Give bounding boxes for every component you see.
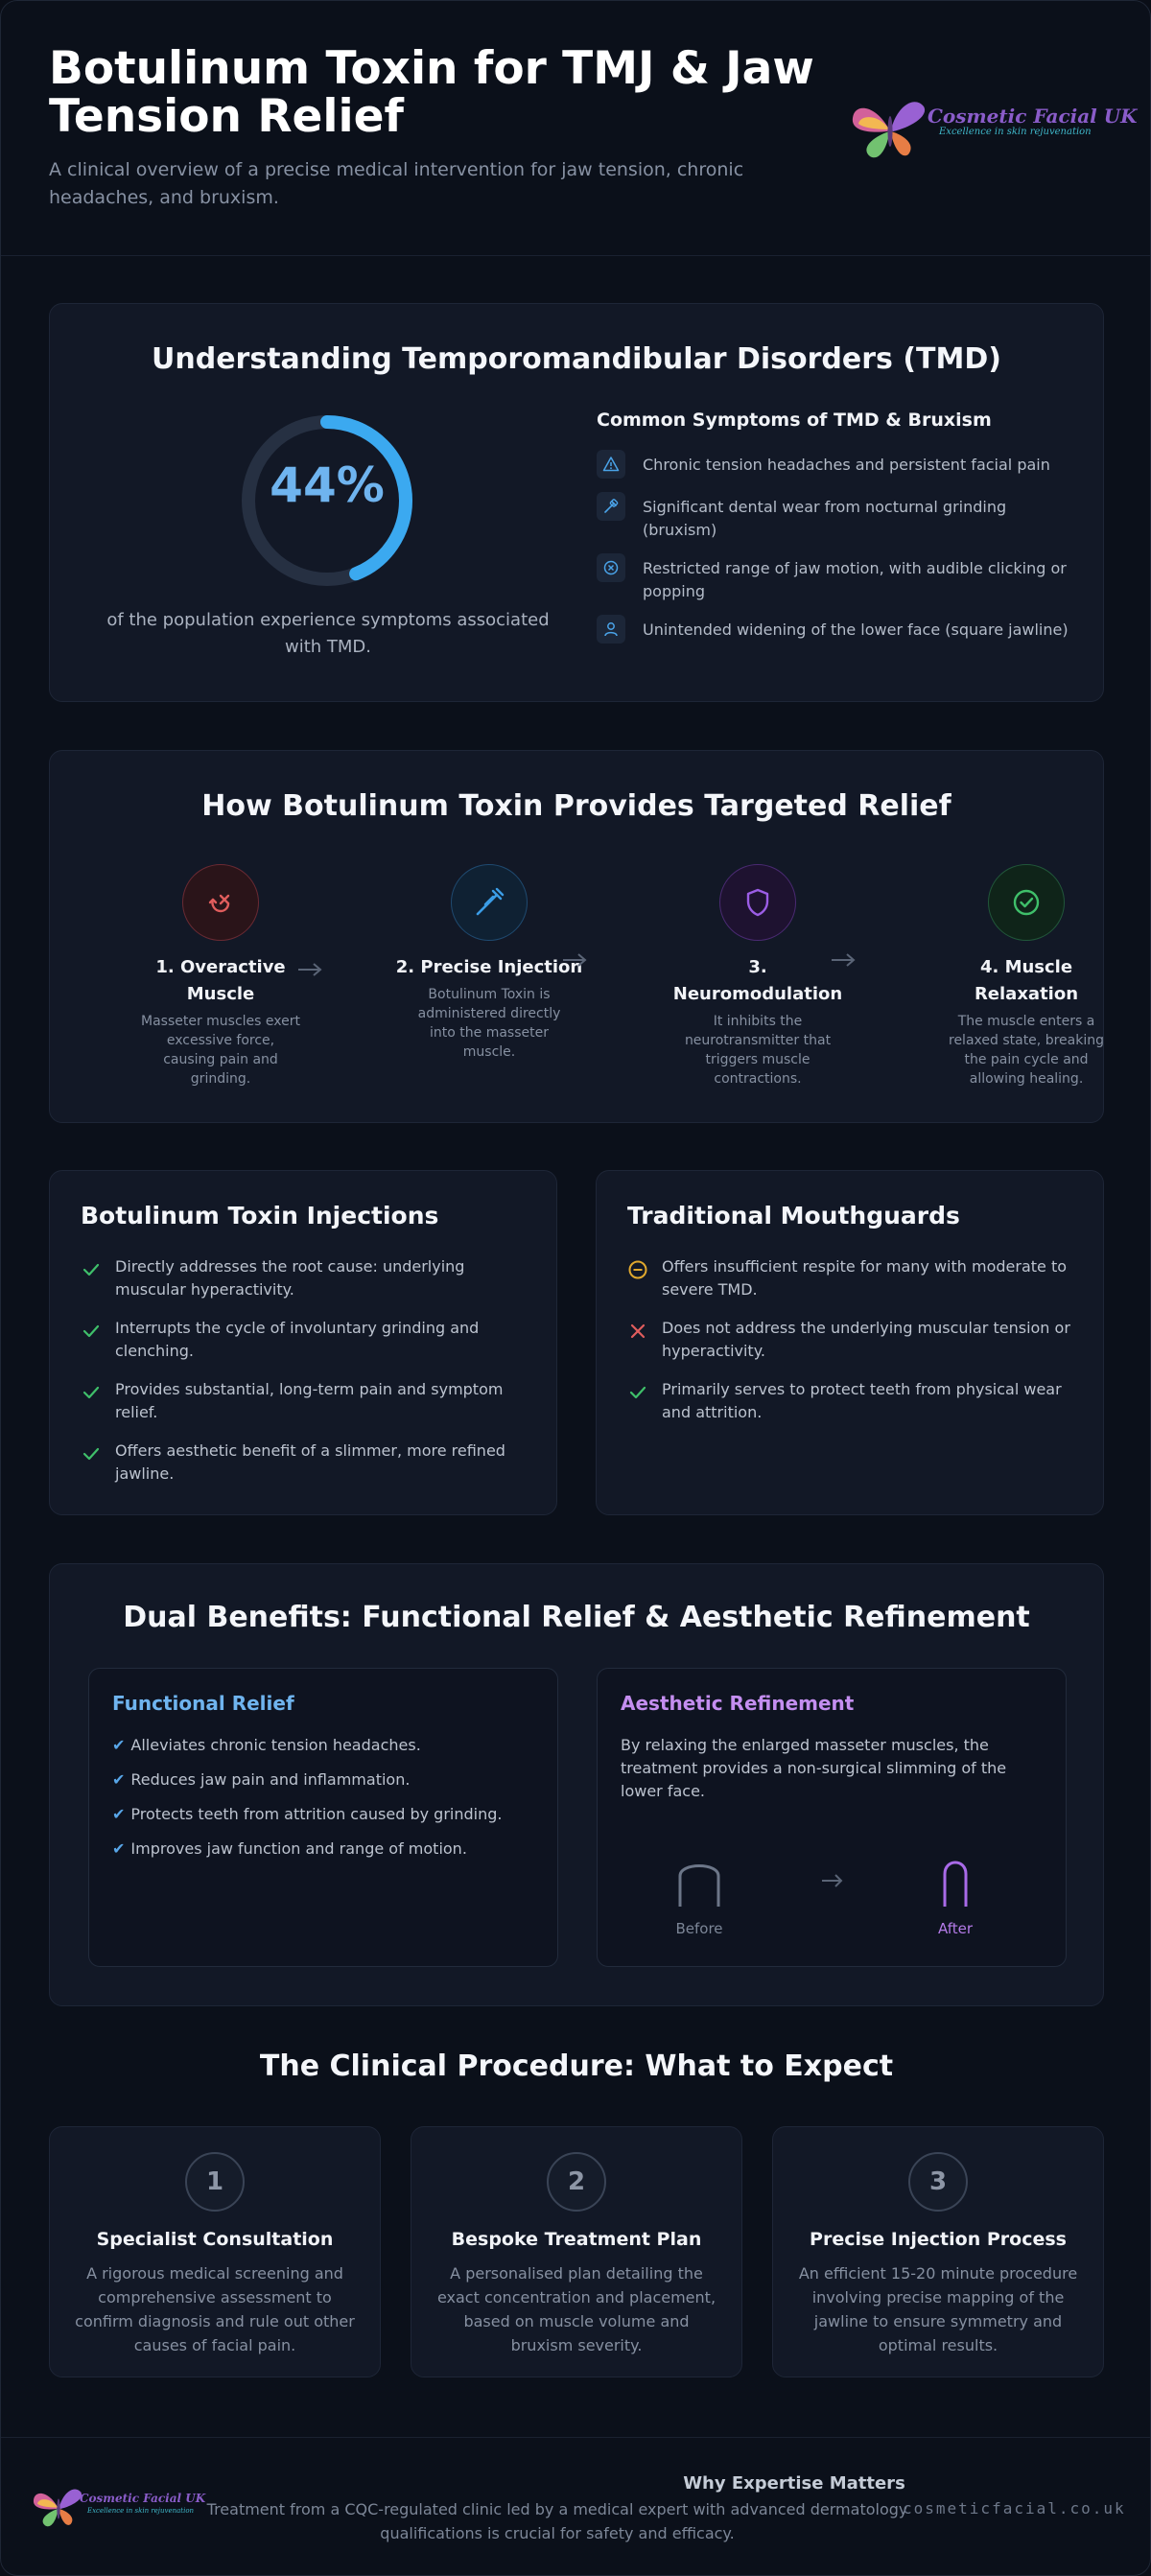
tooth-wear-icon bbox=[597, 492, 625, 521]
functional-text: Reduces jaw pain and inflammation. bbox=[130, 1770, 411, 1789]
check-icon bbox=[627, 1382, 648, 1403]
check-icon bbox=[81, 1443, 102, 1464]
mouthguard-card bbox=[596, 1170, 1104, 1515]
procedure-title: The Clinical Procedure: What to Expect bbox=[259, 2049, 894, 2083]
symptom-text: Restricted range of jaw motion, with audible clicking or popping bbox=[643, 559, 1067, 600]
butterfly-logo-icon bbox=[847, 85, 933, 172]
drawback-text: Offers insufficient respite for many with moderate to severe TMD. bbox=[662, 1257, 1068, 1299]
process-step bbox=[125, 864, 317, 1089]
step-number: 1 bbox=[185, 2152, 245, 2212]
step-title: 3. Neuromodulation bbox=[672, 957, 843, 1004]
check-icon: ✔ bbox=[112, 1736, 126, 1754]
drawback-text: Does not address the underlying muscular tension or hyperactivity. bbox=[662, 1319, 1070, 1360]
step-number: 2 bbox=[547, 2152, 606, 2212]
aesthetic-refinement-card bbox=[597, 1668, 1067, 1967]
check-circle-icon bbox=[1010, 886, 1043, 919]
functional-item bbox=[112, 1736, 421, 1754]
header bbox=[1, 1, 1151, 256]
footer-desc: Treatment from a CQC-regulated clinic led by a medical expert with advanced dermatology qualifications is crucial for safety and efficacy. bbox=[206, 2500, 908, 2542]
step-desc: A rigorous medical screening and comprehensive assessment to confirm diagnosis and rule out other causes of facial pain. bbox=[75, 2264, 355, 2354]
step-icon-circle bbox=[182, 864, 259, 941]
arrow-right-icon bbox=[560, 950, 589, 970]
brand-logo[interactable] bbox=[847, 85, 1138, 172]
symptoms-title: Common Symptoms of TMD & Bruxism bbox=[597, 410, 992, 431]
process-title: How Botulinum Toxin Provides Targeted Relief bbox=[201, 789, 951, 823]
check-icon bbox=[81, 1382, 102, 1403]
benefit-text: Provides substantial, long-term pain and symptom relief. bbox=[115, 1380, 504, 1421]
functional-item bbox=[112, 1839, 467, 1858]
arrow-right-icon bbox=[820, 1872, 845, 1889]
footer-title: Why Expertise Matters bbox=[683, 2473, 905, 2494]
shield-icon bbox=[741, 886, 774, 919]
check-icon: ✔ bbox=[112, 1805, 126, 1823]
step-desc: It inhibits the neurotransmitter that triggers muscle contractions. bbox=[684, 1014, 832, 1087]
check-icon bbox=[81, 1259, 102, 1280]
check-icon: ✔ bbox=[112, 1839, 126, 1858]
dual-benefits-card bbox=[49, 1563, 1104, 2006]
symptom-text: Unintended widening of the lower face (square jawline) bbox=[643, 621, 1069, 639]
arrow-right-icon bbox=[829, 950, 857, 970]
step-title: Specialist Consultation bbox=[96, 2229, 334, 2250]
functional-title: Functional Relief bbox=[112, 1692, 294, 1715]
step-icon-circle bbox=[719, 864, 796, 941]
functional-relief-card bbox=[88, 1668, 558, 1967]
warning-icon bbox=[597, 450, 625, 479]
procedure-step bbox=[411, 2126, 742, 2377]
process-step bbox=[393, 864, 585, 1062]
step-icon-circle bbox=[451, 864, 528, 941]
procedure-step bbox=[772, 2126, 1104, 2377]
step-title: Bespoke Treatment Plan bbox=[451, 2229, 702, 2250]
botox-title: Botulinum Toxin Injections bbox=[81, 1202, 439, 1229]
aesthetic-desc: By relaxing the enlarged masseter muscles, the treatment provides a non-surgical slimming of the lower face. bbox=[621, 1736, 1007, 1800]
benefit-text: Interrupts the cycle of involuntary grinding and clenching. bbox=[115, 1319, 480, 1360]
step-title: 2. Precise Injection bbox=[395, 957, 583, 977]
after-jaw-icon bbox=[943, 1855, 968, 1909]
step-desc: A personalised plan detailing the exact concentration and placement, based on muscle volume and bruxism severity. bbox=[436, 2264, 716, 2354]
process-step bbox=[662, 864, 854, 1089]
footer bbox=[1, 2437, 1151, 2576]
step-desc: An efficient 15-20 minute procedure involving precise mapping of the jawline to ensure symmetry and optimal results. bbox=[798, 2264, 1078, 2354]
functional-text: Protects teeth from attrition caused by grinding. bbox=[130, 1805, 503, 1823]
procedure-step bbox=[49, 2126, 381, 2377]
step-desc: The muscle enters a relaxed state, breaking the pain cycle and allowing healing. bbox=[949, 1014, 1104, 1087]
symptom-text: Significant dental wear from nocturnal grinding (bruxism) bbox=[643, 498, 1007, 539]
check-icon: ✔ bbox=[112, 1770, 126, 1789]
face-profile-icon bbox=[597, 615, 625, 644]
before-jaw-icon bbox=[678, 1855, 720, 1909]
mouthguard-title: Traditional Mouthguards bbox=[627, 1202, 960, 1229]
overactive-muscle-icon bbox=[204, 886, 237, 919]
stat-value: 44% bbox=[270, 457, 385, 513]
aesthetic-title: Aesthetic Refinement bbox=[621, 1692, 855, 1715]
symptom-text: Chronic tension headaches and persistent facial pain bbox=[643, 456, 1050, 474]
restricted-motion-icon bbox=[597, 553, 625, 582]
step-title: 4. Muscle Relaxation bbox=[974, 957, 1079, 1004]
process-step bbox=[930, 864, 1122, 1089]
benefit-text: Offers aesthetic benefit of a slimmer, more refined jawline. bbox=[115, 1441, 505, 1483]
drawback-text: Primarily serves to protect teeth from physical wear and attrition. bbox=[662, 1380, 1062, 1421]
logo-name: Cosmetic Facial UK bbox=[928, 105, 1138, 128]
step-title: Precise Injection Process bbox=[810, 2229, 1067, 2250]
botox-card bbox=[49, 1170, 557, 1515]
before-label: Before bbox=[675, 1920, 723, 1937]
check-icon bbox=[81, 1321, 102, 1342]
step-desc: Botulinum Toxin is administered directly into the masseter muscle. bbox=[417, 987, 561, 1060]
page-title: Botulinum Toxin for TMJ & Jaw Tension Relief bbox=[49, 42, 814, 143]
step-title: 1. Overactive Muscle bbox=[155, 957, 286, 1004]
functional-text: Alleviates chronic tension headaches. bbox=[130, 1736, 421, 1754]
step-icon-circle bbox=[988, 864, 1065, 941]
neutral-icon bbox=[627, 1259, 648, 1280]
logo-name: Cosmetic Facial UK bbox=[80, 2492, 206, 2505]
benefit-text: Directly addresses the root cause: underlying muscular hyperactivity. bbox=[115, 1257, 465, 1299]
tmd-title: Understanding Temporomandibular Disorders (TMD) bbox=[152, 342, 1001, 376]
tmd-card bbox=[49, 303, 1104, 702]
functional-item bbox=[112, 1770, 410, 1789]
functional-item bbox=[112, 1805, 502, 1823]
after-label: After bbox=[937, 1920, 974, 1937]
logo-tagline: Excellence in skin rejuvenation bbox=[939, 127, 1092, 137]
arrow-right-icon bbox=[295, 960, 324, 979]
dual-title: Dual Benefits: Functional Relief & Aesthetic Refinement bbox=[123, 1601, 1030, 1634]
syringe-icon bbox=[472, 885, 506, 920]
cross-icon bbox=[627, 1321, 648, 1342]
step-number: 3 bbox=[908, 2152, 968, 2212]
process-card bbox=[49, 750, 1104, 1123]
functional-text: Improves jaw function and range of motion. bbox=[130, 1839, 467, 1858]
footer-url-link[interactable]: cosmeticfacial.co.uk bbox=[903, 2499, 1126, 2517]
page-subtitle: A clinical overview of a precise medical intervention for jaw tension, chronic headaches, and bruxism. bbox=[49, 159, 744, 208]
stat-caption: of the population experience symptoms associated with TMD. bbox=[106, 610, 550, 657]
logo-tagline: Excellence in skin rejuvenation bbox=[87, 2507, 195, 2515]
step-desc: Masseter muscles exert excessive force, causing pain and grinding. bbox=[141, 1014, 300, 1087]
